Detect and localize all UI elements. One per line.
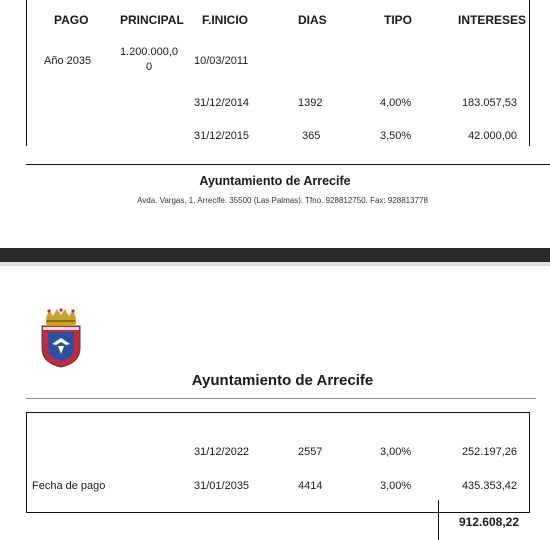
table-border-right <box>529 0 530 146</box>
coat-of-arms-logo <box>38 308 84 373</box>
cell-intereses: 435.353,42 <box>461 480 517 492</box>
cell-dias: 2557 <box>298 446 323 458</box>
total-intereses: 912.608,22 <box>458 515 519 529</box>
header-rule <box>26 398 536 399</box>
cell-principal <box>112 46 186 73</box>
cell-fecha: 31/01/2035 <box>194 480 250 492</box>
cell-dias: 365 <box>302 130 321 142</box>
cell-intereses: 252.197,26 <box>461 446 517 458</box>
cell-fecha: 10/03/2011 <box>194 55 249 67</box>
cell-principal-line2: 0 <box>145 61 153 73</box>
table-border-left <box>26 412 27 512</box>
cell-fecha: 31/12/2014 <box>194 97 250 109</box>
col-header-finicio: F.INICIO <box>202 13 249 27</box>
cell-pago: Año 2035 <box>44 55 92 67</box>
cell-intereses: 42.000,00 <box>468 130 517 142</box>
page-header-title: Ayuntamiento de Arrecife <box>191 372 374 389</box>
table-border-left <box>26 0 27 146</box>
crest-icon <box>38 308 84 368</box>
cell-tipo: 3,50% <box>380 130 412 142</box>
col-header-tipo: TIPO <box>384 13 413 27</box>
table-border-bottom <box>26 512 530 513</box>
cell-intereses: 183.057,53 <box>461 97 517 109</box>
col-header-pago: PAGO <box>54 13 89 27</box>
page-separator-shadow <box>0 262 550 266</box>
cell-dias: 4414 <box>298 480 323 492</box>
cell-tipo: 3,00% <box>380 446 412 458</box>
cell-label: Fecha de pago <box>32 480 106 492</box>
cell-fecha: 31/12/2015 <box>194 130 250 142</box>
footer-rule <box>26 164 550 165</box>
page-separator <box>0 248 550 262</box>
col-header-dias: DIAS <box>298 13 327 27</box>
cell-principal-line1: 1.200.000,0 <box>119 46 179 58</box>
cell-dias: 1392 <box>298 97 323 109</box>
cell-tipo: 4,00% <box>380 97 412 109</box>
table-border-top <box>26 412 530 413</box>
footer-title: Ayuntamiento de Arrecife <box>199 174 351 188</box>
cell-tipo: 3,00% <box>380 480 412 492</box>
col-header-principal: PRINCIPAL <box>120 13 184 27</box>
table-border-right <box>529 412 530 512</box>
footer-address: Avda. Vargas, 1, Arrecife. 35500 (Las Palmas). Tfno. 928812750. Fax: 928813778 <box>137 196 428 205</box>
cell-fecha: 31/12/2022 <box>194 446 250 458</box>
col-header-intereses: INTERESES <box>458 13 527 27</box>
